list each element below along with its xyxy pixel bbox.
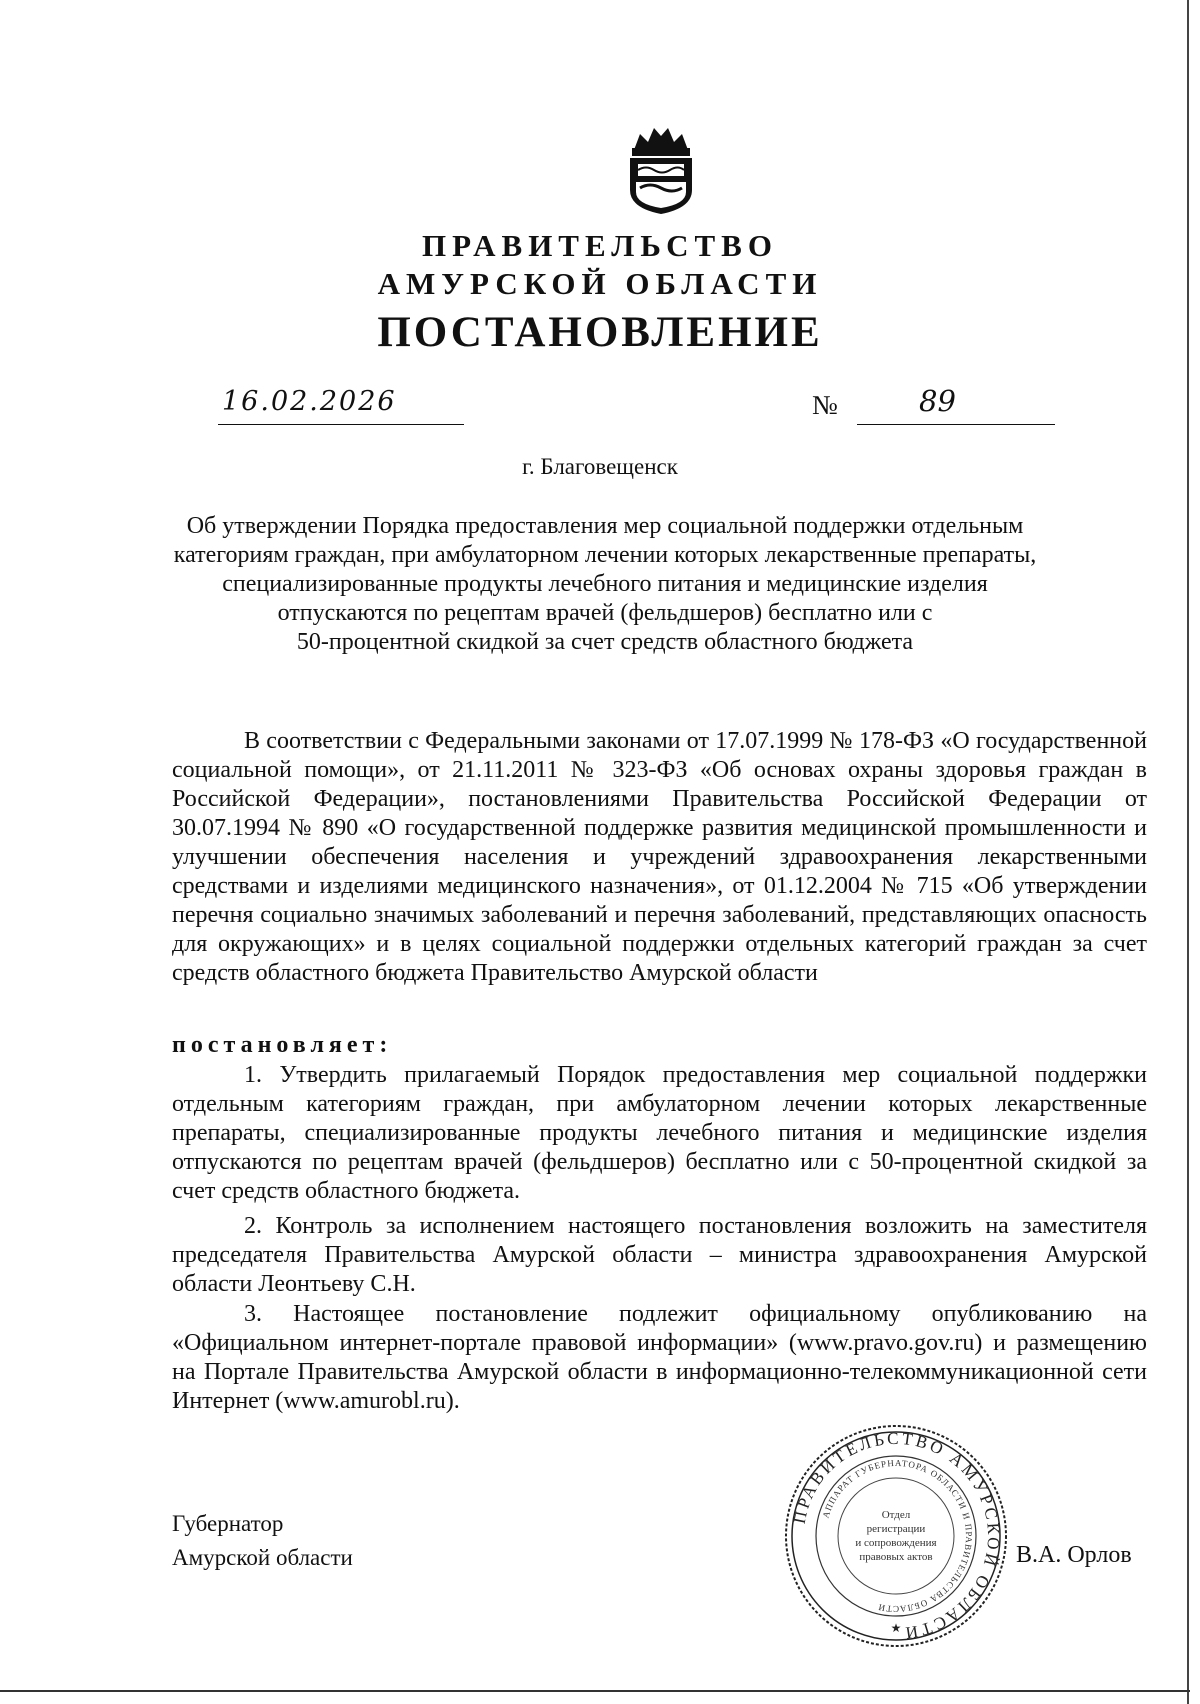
document-number: 89 [919, 384, 956, 418]
subject-line: 50-процентной скидкой за счет средств областного бюджета [296, 629, 914, 655]
seal-center-line: регистрации [866, 1523, 926, 1535]
subject-line: специализированные продукты лечебного питания и медицинские изделия [222, 571, 988, 597]
seal-center-line: Отдел [881, 1509, 911, 1521]
number-sign: № [812, 390, 838, 420]
clause-1: 1. Утвердить прилагаемый Порядок предоставления мер социальной поддержки отдельным категориям граждан, при амбулаторном лечении которых лекарственные препараты, специализированные продукты лечебного питания и медицинские изделия отпускаются по рецептам врачей (фельдшеров) бесплатно или с 50-процентной скидкой за счет средств областного бюджета. [172, 1062, 1147, 1204]
document-number-field [857, 384, 1055, 425]
svg-text:АППАРАТ ГУБЕРНАТОРА ОБЛАСТИ И [820, 1458, 974, 1614]
signer-title-line: Губернатор [172, 1511, 284, 1536]
document-subject [170, 512, 1040, 657]
signer-title-line: Амурской области [172, 1545, 353, 1570]
coat-of-arms-icon [626, 120, 696, 216]
signer-name: В.А. Орлов [1016, 1542, 1132, 1568]
seal-ring-text: АППАРАТ ГУБЕРНАТОРА ОБЛАСТИ И ПРАВИТЕЛЬСТВА ОБЛАСТИ [820, 1457, 975, 1615]
seal-center-line: правовых актов [859, 1551, 933, 1563]
subject-line: отпускаются по рецептам врачей (фельдшеров) бесплатно или с [277, 600, 933, 626]
subject-line: Об утверждении Порядка предоставления мер социальной поддержки отдельным [186, 513, 1024, 539]
document-date: 16.02.2026 [222, 386, 397, 417]
document-date-field [218, 388, 464, 425]
resolves-heading: постановляет: [172, 1032, 393, 1058]
clause-2: 2. Контроль за исполнением настоящего постановления возложить на заместителя председателя Правительства Амурской области – министра здравоохранения Амурской области Леонтьеву С.Н. [172, 1213, 1147, 1297]
government-title-line2: АМУРСКОЙ ОБЛАСТИ [377, 266, 823, 301]
signer-title [172, 1507, 353, 1575]
preamble-paragraph: В соответствии с Федеральными законами от 17.07.1999 № 178-ФЗ «О государственной социальной помощи», от 21.11.2011 № 323-ФЗ «Об основах охраны здоровья граждан в Российской Федерации», постановлениями Правительства Российской Федерации от 30.07.1994 № 890 «О государственной поддержке развития медицинской промышленности и улучшении обеспечения населения и учреждений здравоохранения лекарственными средствами и изделиями медицинского назначения», от 01.12.2004 № 715 «Об утверждении перечня социально значимых заболеваний и перечня заболеваний, представляющих опасность для окружающих» и в целях социальной поддержки отдельных категорий граждан за счет средств областного бюджета Правительство Амурской области [172, 728, 1147, 986]
seal-star-icon: ★ [890, 1621, 902, 1635]
scan-edge-bottom [0, 1690, 1190, 1692]
government-title-line1: ПРАВИТЕЛЬСТВО [422, 228, 778, 263]
seal-outer-text: ПРАВИТЕЛЬСТВО АМУРСКОЙ ОБЛАСТИ [789, 1428, 1004, 1643]
subject-line: категориям граждан, при амбулаторном лечении которых лекарственные препараты, [173, 542, 1037, 568]
official-seal-stamp [780, 1420, 1012, 1652]
document-city: г. Благовещенск [522, 454, 678, 479]
clause-3: 3. Настоящее постановление подлежит официальному опубликованию на «Официальном интернет-портале правовой информации» (www.pravo.gov.ru) и размещению на Портале Правительства Амурской области в информационно-телекоммуникационной сети Интернет (www.amurobl.ru). [172, 1301, 1147, 1414]
document-type-title: ПОСТАНОВЛЕНИЕ [377, 309, 823, 356]
seal-center-line: и сопровождения [855, 1537, 937, 1549]
